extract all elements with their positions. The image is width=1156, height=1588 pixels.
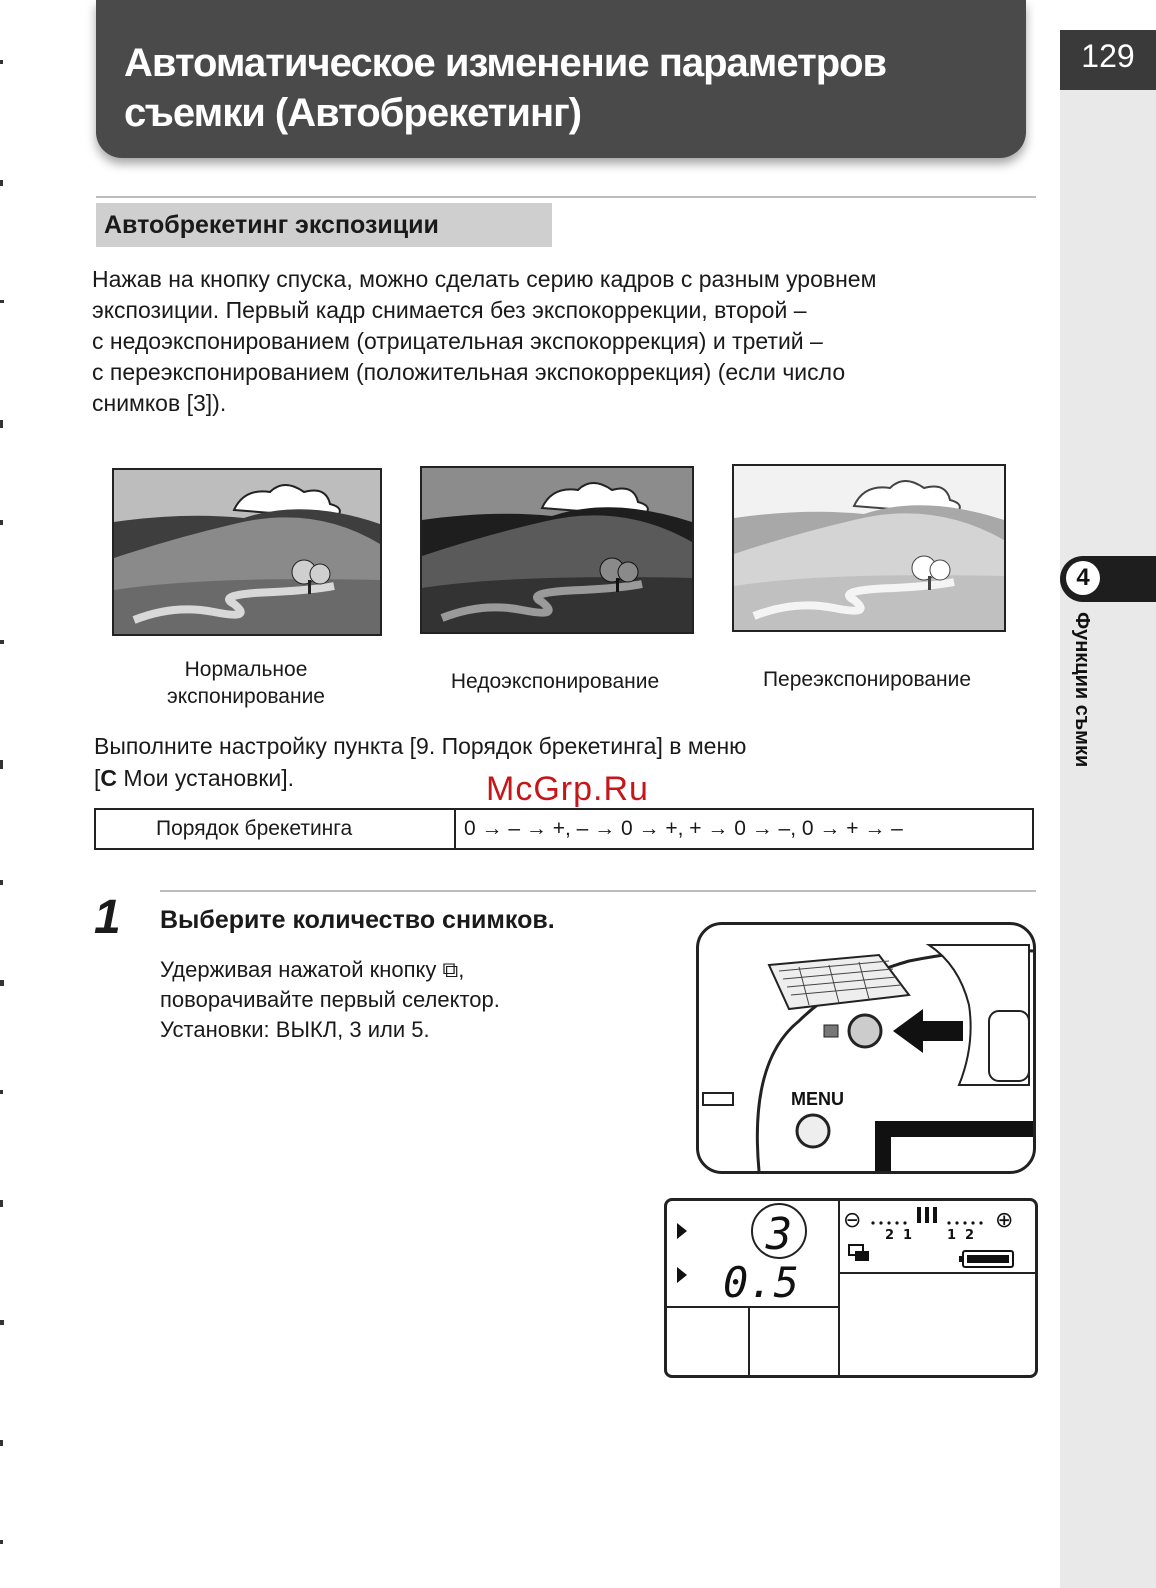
shot-count: 3 [765,1209,793,1260]
section-heading: Автобрекетинг экспозиции [96,203,552,247]
step-text-line: поворачивайте первый селектор. [160,987,500,1012]
scale-label: 1 [903,1228,913,1243]
watermark: McGrp.Ru [486,770,649,808]
bracketing-order-table [94,808,1034,850]
instruction-line2: [С Мои установки]. [94,765,295,791]
scan-edge [0,0,8,1588]
section-divider [96,196,1036,198]
page-title-line1: Автоматическое изменение параметров [124,41,887,85]
caption-under [420,668,690,695]
lcd-panel [664,1198,1038,1378]
scale-plus-icon: ⊕ [995,1208,1014,1233]
photo-normal-exposure [112,468,382,636]
chapter-title: Функции съмки [1071,612,1093,768]
caption-line: Недоэкспонирование [450,670,660,693]
paragraph-line: с недоэкспонированием (отрицательная экспокоррекция) и третий – [92,328,823,354]
instruction-line2-text: Мои установки]. [117,765,295,791]
page-title-line2: съемки (Автобрекетинг) [124,91,582,135]
scale-label: 2 [965,1228,975,1243]
paragraph-line: с переэкспонированием (положительная экспокоррекция) (если число [92,359,846,385]
step-text [160,955,630,1045]
instruction-line1: Выполните настройку пункта [9. Порядок брекетинга] в меню [94,733,747,759]
menu-label: MENU [791,1089,844,1109]
custom-menu-icon: С [100,765,118,791]
step-title: Выберите количество снимков. [160,906,555,934]
step-divider [160,890,1036,892]
camera-illustration [696,922,1036,1174]
scale-label: 1 [947,1228,957,1243]
scale-label: 2 [885,1228,895,1243]
step-value: 0.5 [723,1258,799,1307]
caption-line: Переэкспонирование [762,668,972,691]
paragraph-line: Нажав на кнопку спуска, можно сделать серию кадров с разным уровнем [92,266,877,292]
caption-line: Нормальное [184,658,308,681]
step-text-line: Удерживая нажатой кнопку ⧉, [160,957,465,982]
paragraph-line: снимков [3]). [92,390,227,416]
order-label: Порядок брекетинга [96,810,456,848]
step-number: 1 [94,891,121,944]
intro-paragraph [92,264,1042,419]
caption-line: экспонирование [167,685,325,708]
page-number: 129 [1081,38,1135,74]
chapter-number: 4 [1066,561,1100,595]
photo-overexposure [732,464,1006,632]
step-text-line: Установки: ВЫКЛ, 3 или 5. [160,1017,430,1042]
order-value: 0 → – → +, – → 0 → +, + → 0 → –, 0 → + → – [464,817,903,840]
page-title [124,38,1004,138]
paragraph-line: экспозиции. Первый кадр снимается без экспокоррекции, второй – [92,297,807,323]
caption-normal [130,656,362,710]
photo-underexposure [420,466,694,634]
scale-minus-icon: ⊖ [843,1208,862,1233]
caption-over [732,666,1002,693]
side-strip [1060,90,1156,1588]
